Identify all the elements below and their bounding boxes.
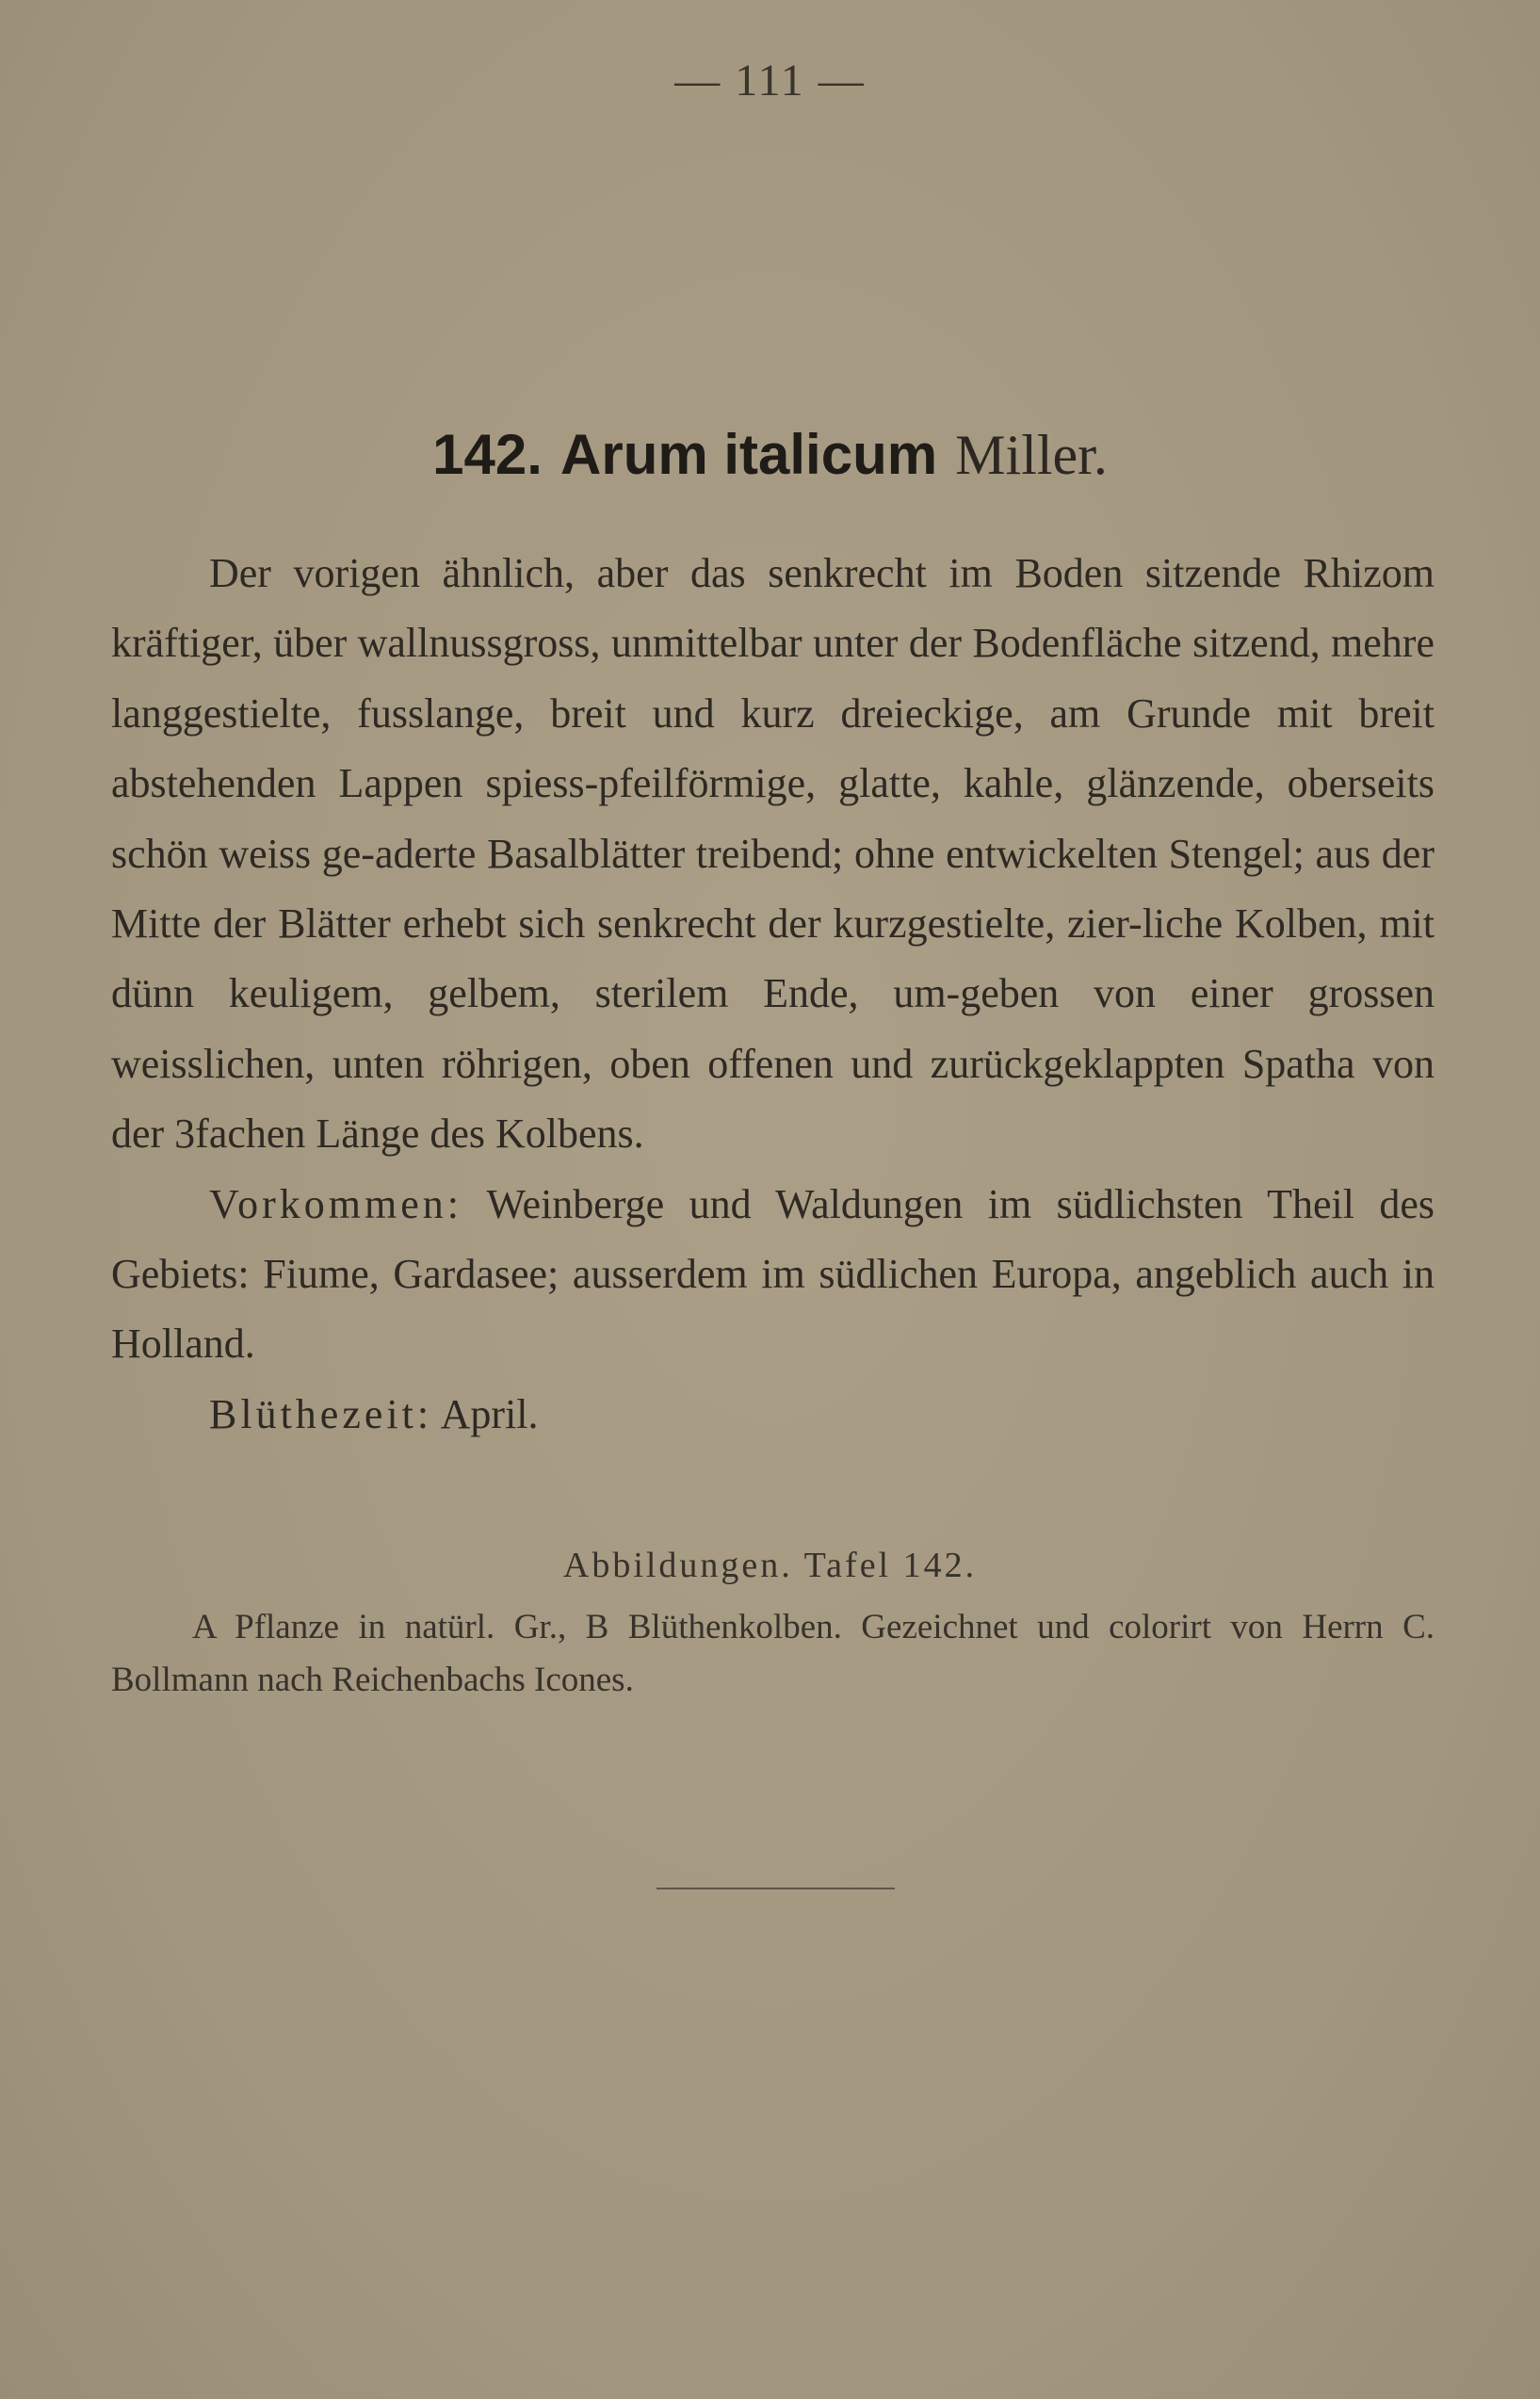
page-number: — 111 — <box>674 56 866 105</box>
occurrence-text: Weinberge und Waldungen im südlichsten Theil des Gebiets: Fiume, Gardasee; ausserdem im südlichen Europa, angeblich auch in Holland. <box>111 1180 1435 1368</box>
species-body <box>111 539 1435 1450</box>
flowering-label: Blüthezeit: <box>209 1390 433 1437</box>
occurrence-paragraph <box>111 1170 1435 1380</box>
flowering-text: April. <box>440 1390 539 1437</box>
section-divider <box>657 1888 895 1889</box>
species-scientific-name: Arum italicum <box>560 423 938 486</box>
illustrations-text: A Pflanze in natürl. Gr., B Blüthenkolben. Gezeichnet und colorirt von Herrn C. Bollmann nach Reichenbachs Icones. <box>111 1608 1435 1699</box>
illustrations-caption <box>111 1601 1435 1707</box>
species-author: Miller. <box>955 424 1108 486</box>
species-heading <box>0 422 1540 488</box>
description-paragraph: Der vorigen ähnlich, aber das senkrecht im Boden sitzende Rhizom kräftiger, über wallnussgross, unmittelbar unter der Bodenfläche sitzend, mehre langgestielte, fusslange, breit und kurz dreieckige, am Grunde mit breit abstehenden Lappen spiess-pfeilförmige, glatte, kahle, glänzende, oberseits schön weiss ge-aderte Basalblätter treibend; ohne entwickelten Stengel; aus der Mitte der Blätter erhebt sich senkrecht der kurzgestielte, zier-liche Kolben, mit dünn keuligem, gelbem, sterilem Ende, um-geben von einer grossen weisslichen, unten röhrigen, oben offenen und zurückgeklappten Spatha von der 3fachen Länge des Kolbens. <box>111 550 1435 1158</box>
species-number: 142. <box>432 423 543 486</box>
flowering-paragraph <box>111 1380 1435 1450</box>
illustrations-title: Abbildungen. Tafel 142. <box>562 1546 978 1585</box>
occurrence-label: Vorkommen: <box>209 1180 462 1227</box>
